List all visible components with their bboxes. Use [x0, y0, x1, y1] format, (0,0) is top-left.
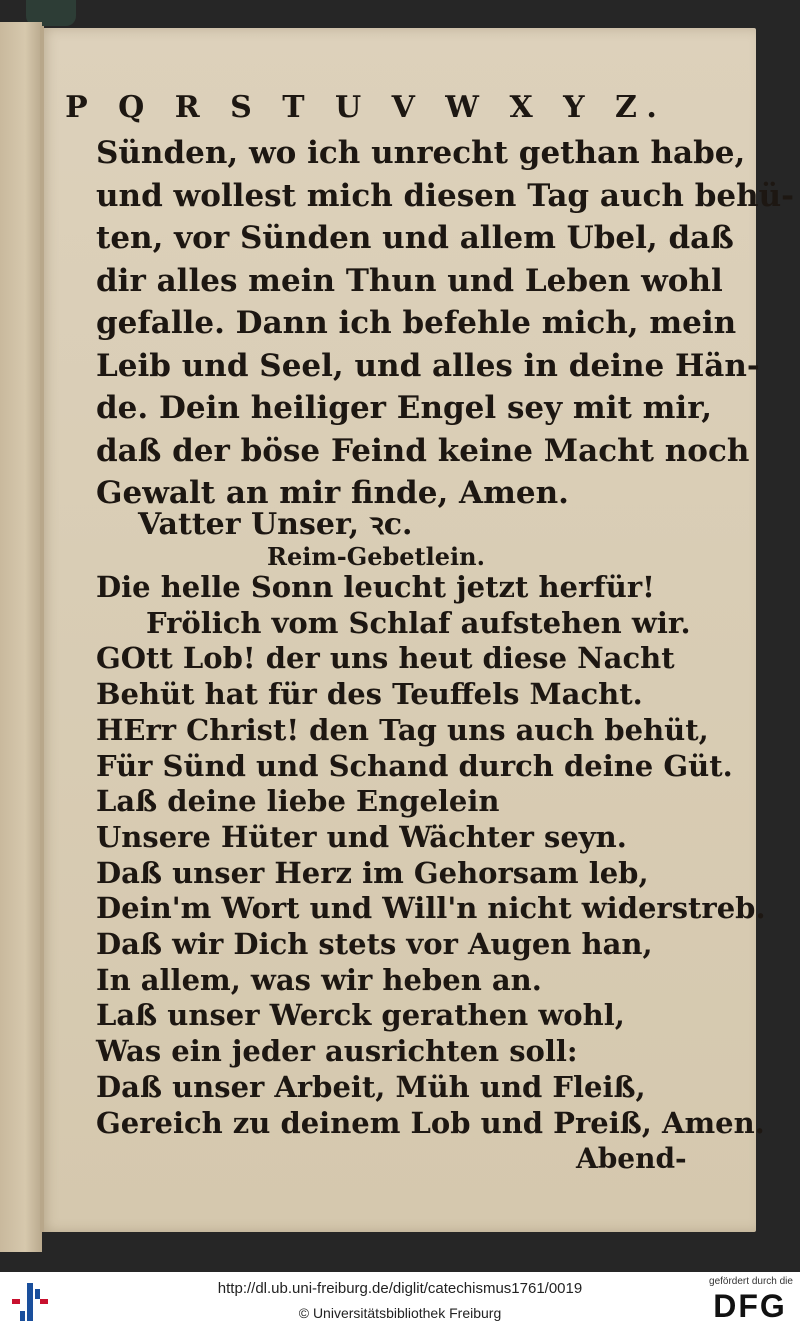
verse-line: Daß unser Arbeit, Müh und Fleiß,: [96, 1069, 646, 1104]
verse-line: Frölich vom Schlaf aufstehen wir.: [146, 605, 691, 640]
dfg-logo[interactable]: DFG: [713, 1288, 787, 1324]
verse-block: [96, 570, 766, 1141]
source-url-link[interactable]: http://dl.ub.uni-freiburg.de/diglit/catechismus1761/0019: [217, 1280, 583, 1297]
vatter-unser-line: Vatter Unser, ꝛc.: [138, 507, 413, 542]
catchword: Abend-: [576, 1142, 687, 1175]
verse-line: Daß unser Herz im Gehorsam leb,: [96, 855, 649, 890]
verse-line: In allem, was wir heben an.: [96, 962, 542, 997]
reim-heading: Reim-Gebetlein.: [267, 542, 485, 571]
prose-line: Leib und Seel, und alles in deine Hän-: [96, 347, 760, 384]
page-header: P Q R S T U V W X Y Z.: [65, 90, 667, 125]
verse-line: Was ein jeder ausrichten soll:: [96, 1034, 578, 1069]
page-gutter: [40, 26, 44, 1232]
prose-block: [96, 132, 795, 515]
prose-line: de. Dein heiliger Engel sey mit mir,: [96, 390, 713, 426]
verse-line: Laß unser Werck gerathen wohl,: [96, 998, 625, 1033]
prose-line: Sünden, wo ich unrecht gethan habe,: [96, 135, 746, 171]
verse-line: HErr Christ! den Tag uns auch behüt,: [96, 712, 709, 747]
prose-line: daß der böse Feind keine Macht noch: [96, 432, 750, 469]
verse-line: Behüt hat für des Teuffels Macht.: [96, 677, 643, 712]
copyright-text: © Universitätsbibliothek Freiburg: [298, 1305, 502, 1321]
verse-line: Dein'm Wort und Will'n nicht widerstreb.: [96, 891, 766, 926]
verse-line: Gereich zu deinem Lob und Preiß, Amen.: [96, 1105, 765, 1140]
prose-line: ten, vor Sünden und allem Ubel, daß: [96, 220, 734, 256]
verse-line: Daß wir Dich stets vor Augen han,: [96, 927, 653, 962]
prose-line: und wollest mich diesen Tag auch behü-: [96, 177, 795, 214]
prose-line: dir alles mein Thun und Leben wohl: [96, 262, 723, 299]
verse-line: GOtt Lob! der uns heut diese Nacht: [96, 641, 675, 676]
left-page-edge: [0, 22, 42, 1252]
verse-line: Für Sünd und Schand durch deine Güt.: [96, 748, 733, 783]
prose-line: Gewalt an mir finde, Amen.: [96, 475, 569, 511]
verse-line: Die helle Sonn leucht jetzt herfür!: [96, 570, 655, 604]
prose-line: gefalle. Dann ich befehle mich, mein: [96, 305, 737, 341]
viewer-footer: [0, 1272, 800, 1330]
funder-label: gefördert durch die: [709, 1276, 793, 1287]
verse-line: Laß deine liebe Engelein: [96, 784, 500, 819]
verse-line: Unsere Hüter und Wächter seyn.: [96, 819, 627, 854]
